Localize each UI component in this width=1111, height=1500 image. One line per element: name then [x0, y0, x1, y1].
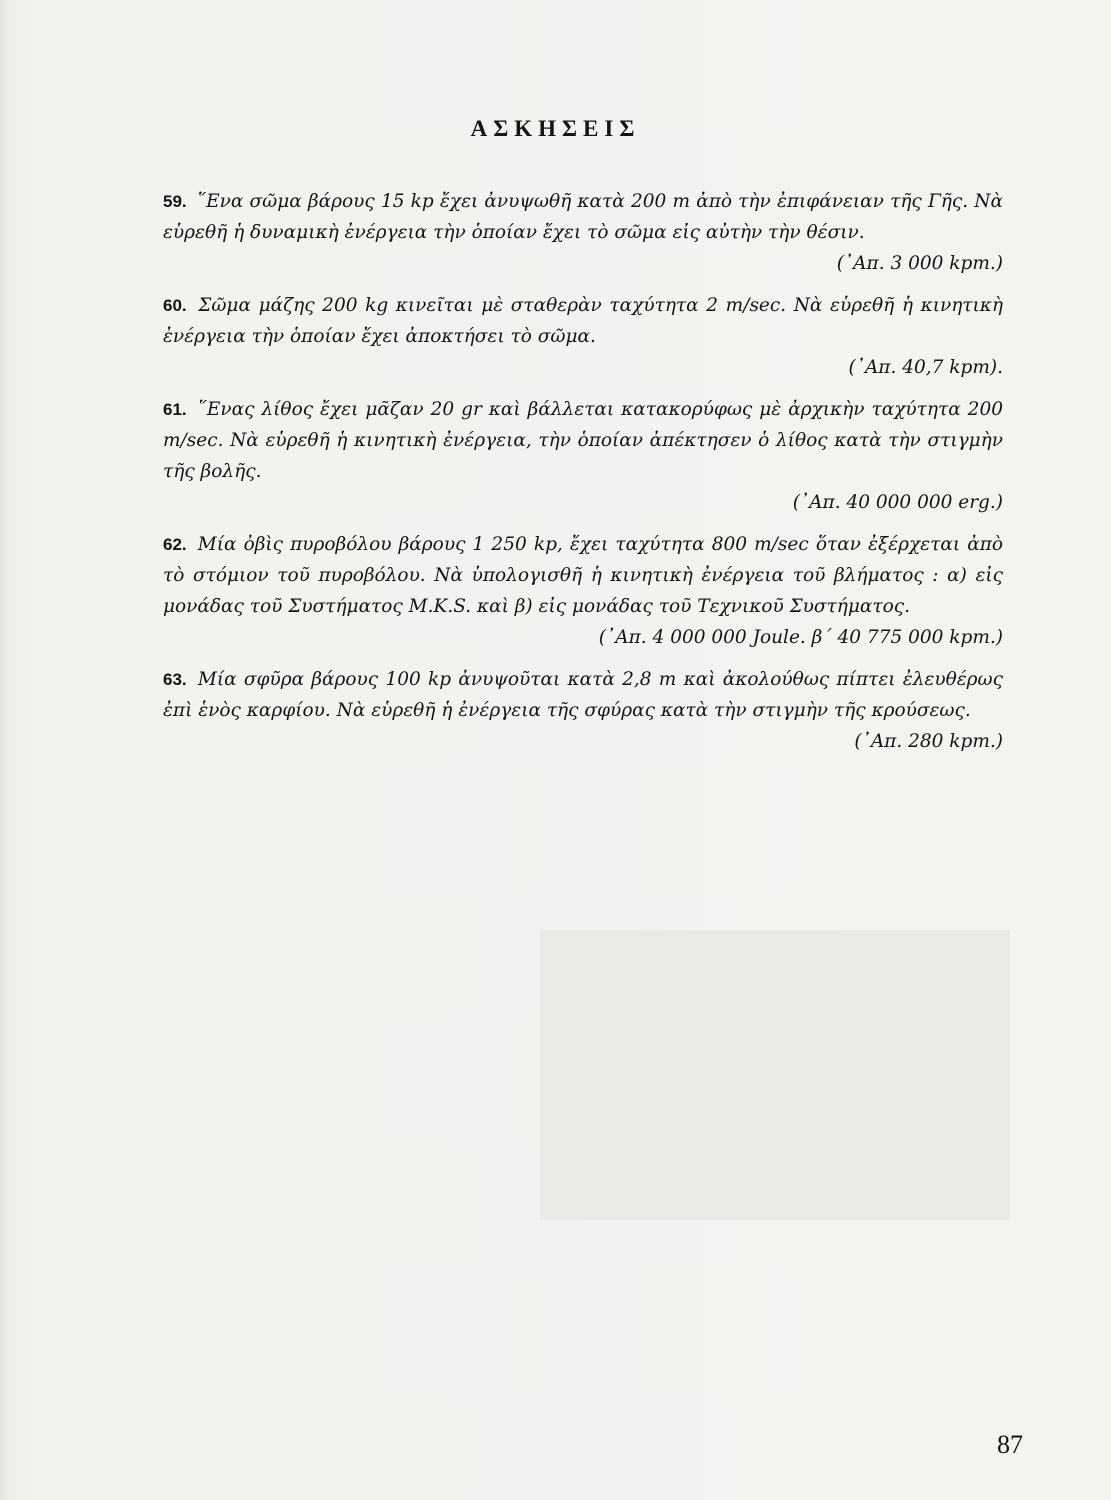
exercise-answer: (᾿Απ. 4 000 000 Joule. β΄ 40 775 000 kpm.): [598, 627, 1003, 648]
exercise-text: ῞Ενα σῶμα βάρους 15 kp ἔχει ἀνυψωθῆ κατὰ 200 m ἀπὸ τὴν ἐπιφάνειαν τῆς Γῆς. Νὰ εὑρεθῆ ἡ δυναμικὴ ἐνέργεια τὴν ὁποίαν ἔχει τὸ σῶμα εἰς αὐτὴν τὴν θέσιν.: [163, 191, 1003, 243]
exercise-answer: (᾿Απ. 3 000 kpm.): [836, 253, 1003, 274]
exercise-63: [163, 664, 1003, 757]
exercise-62: [163, 529, 1003, 653]
exercise-number: 63.: [163, 670, 187, 689]
show-through-figure: [540, 930, 1010, 1220]
exercise-number: 59.: [163, 192, 187, 211]
exercise-answer: (᾿Απ. 40,7 kpm).: [848, 357, 1003, 378]
exercise-61: [163, 394, 1003, 518]
exercise-number: 60.: [163, 296, 187, 315]
exercise-answer: (᾿Απ. 280 kpm.): [854, 731, 1003, 752]
exercise-answer: (᾿Απ. 40 000 000 erg.): [792, 492, 1003, 513]
page-heading: ΑΣΚΗΣΕΙΣ: [470, 116, 641, 141]
exercise-text: Μία σφῦρα βάρους 100 kp ἀνυψοῦται κατὰ 2,8 m καὶ ἀκολούθως πίπτει ἐλευθέρως ἐπὶ ἑνὸς καρφίου. Νὰ εὑρεθῆ ἡ ἐνέργεια τῆς σφύρας κατὰ τὴν στιγμὴν τῆς κρούσεως.: [163, 669, 1003, 721]
exercise-text: Μία ὀβὶς πυροβόλου βάρους 1 250 kp, ἔχει ταχύτητα 800 m/sec ὅταν ἐξέρχεται ἀπὸ τὸ στόμιον τοῦ πυροβόλου. Νὰ ὑπολογισθῆ ἡ κινητικὴ ἐνέργεια τοῦ βλήματος : α) εἰς μονάδας τοῦ Συστήματος M.K.S. καὶ β) εἰς μονάδας τοῦ Τεχνικοῦ Συστήματος.: [163, 534, 1003, 617]
page-number: 87: [997, 1430, 1023, 1459]
exercise-text: ῞Ενας λίθος ἔχει μᾶζαν 20 gr καὶ βάλλεται κατακορύφως μὲ ἀρχικὴν ταχύτητα 200 m/sec. Νὰ εὑρεθῆ ἡ κινητικὴ ἐνέργεια, τὴν ὁποίαν ἀπέκτησεν ὁ λίθος κατὰ τὴν στιγμὴν τῆς βολῆς.: [163, 399, 1003, 482]
exercise-text: Σῶμα μάζης 200 kg κινεῖται μὲ σταθερὰν ταχύτητα 2 m/sec. Νὰ εὑρεθῆ ἡ κινητικὴ ἐνέργεια τὴν ὁποίαν ἔχει ἀποκτήσει τὸ σῶμα.: [163, 295, 1003, 347]
exercise-number: 61.: [163, 400, 187, 419]
exercise-list: [163, 186, 1003, 768]
exercise-number: 62.: [163, 535, 187, 554]
exercise-59: [163, 186, 1003, 279]
exercise-60: [163, 290, 1003, 383]
